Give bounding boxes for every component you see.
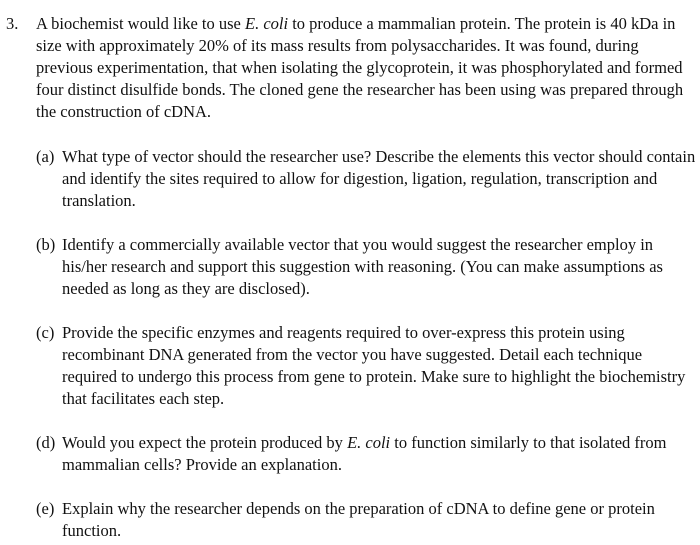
part-a bbox=[36, 146, 696, 212]
part-a-text: What type of vector should the researcher use? Describe the elements this vector should contain and identify the sites required to allow for digestion, ligation, regulation, transcription and translation. bbox=[62, 147, 696, 210]
italic-term: E. coli bbox=[347, 433, 391, 452]
part-e-label: (e) bbox=[36, 499, 55, 518]
part-b bbox=[36, 234, 696, 300]
part-d-label: (d) bbox=[36, 433, 56, 452]
part-c bbox=[36, 322, 696, 410]
part-d bbox=[36, 432, 696, 476]
part-a-label: (a) bbox=[36, 147, 55, 166]
part-e bbox=[36, 498, 696, 542]
question-number: 3. bbox=[6, 14, 19, 33]
part-d-text: Would you expect the protein produced by E. coli to function similarly to that isolated from mammalian cells? Provide an explanation. bbox=[62, 433, 667, 474]
part-c-text: Provide the specific enzymes and reagents required to over-express this protein using recombinant DNA generated from the vector you have suggested. Detail each technique required to undergo this process from gene to protein. Make sure to highlight the biochemistry that facilitates each step. bbox=[62, 323, 686, 408]
part-b-label: (b) bbox=[36, 235, 56, 254]
part-c-label: (c) bbox=[36, 323, 55, 342]
part-e-text: Explain why the researcher depends on the preparation of cDNA to define gene or protein function. bbox=[62, 499, 655, 540]
question-stem: A biochemist would like to use E. coli to produce a mammalian protein. The protein is 40 kDa in size with approximately 20% of its mass results from polysaccharides. It was found, during previous experimentation, that when isolating the glycoprotein, it was phosphorylated and formed four distinct disulfide bonds. The cloned gene the researcher has been using was prepared through the construction of cDNA. bbox=[36, 14, 684, 121]
italic-term: E. coli bbox=[244, 14, 289, 33]
part-b-text: Identify a commercially available vector that you would suggest the researcher employ in his/her research and support this suggestion with reasoning. (You can make assumptions as needed as long as they are disclosed). bbox=[62, 235, 663, 298]
